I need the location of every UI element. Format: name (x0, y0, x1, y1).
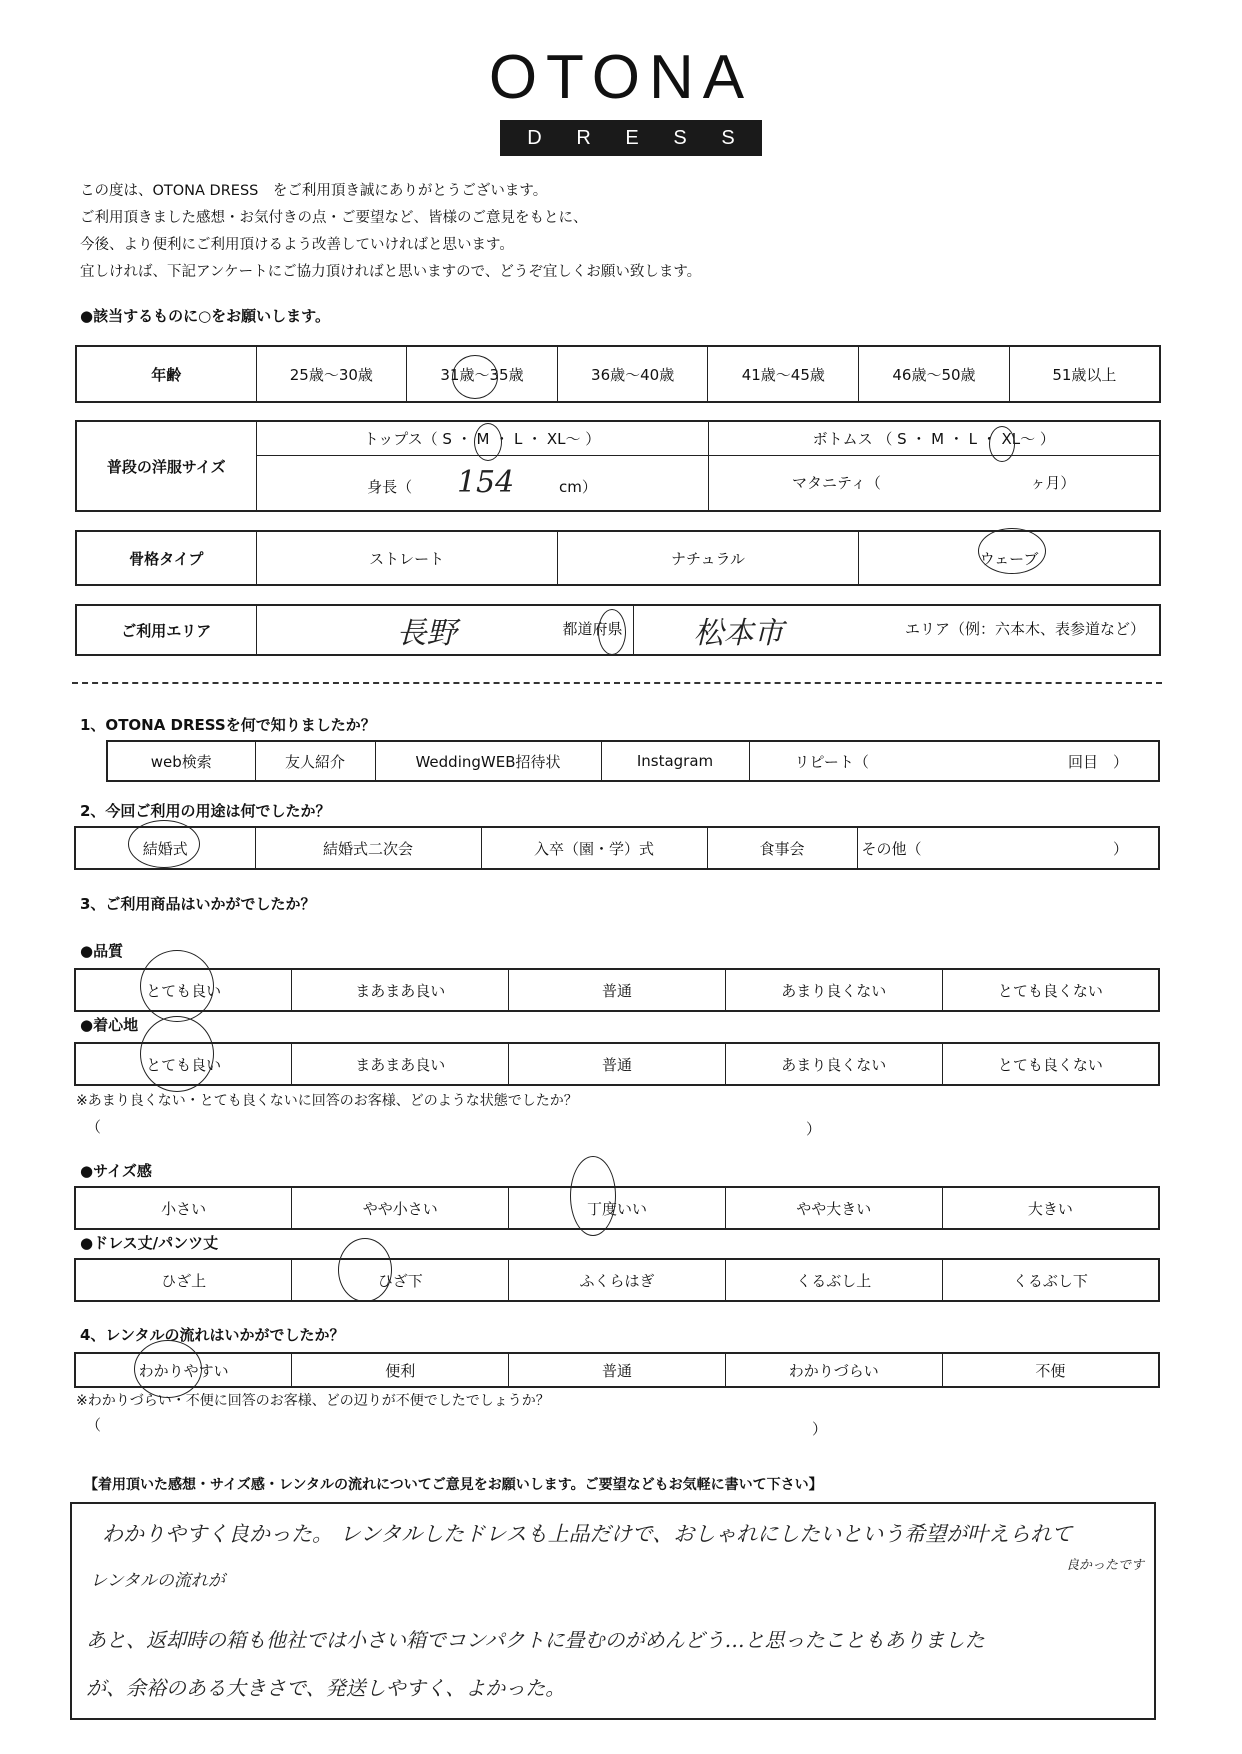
q1-title: 1、OTONA DRESSを何で知りましたか？ (80, 716, 376, 734)
quality-followup-question: ※あまり良くない・とても良くないに回答のお客様、どのような状態でしたか？ (76, 1093, 578, 1109)
q1-table (106, 740, 1160, 782)
tops-size-options[interactable]: トップス（ S ・ M ・ L ・ XL～ ） (256, 421, 708, 455)
prefecture-field[interactable] (256, 605, 633, 655)
quality-table (74, 968, 1160, 1012)
selection-circle (598, 609, 626, 655)
length-option[interactable]: くるぶし上 (725, 1259, 942, 1301)
selection-circle (140, 1016, 214, 1092)
q2-table (74, 826, 1160, 870)
q4-option[interactable]: 便利 (292, 1353, 509, 1387)
intro-line: 宜しければ、下記アンケートにご協力頂ければと思いますので、どうぞ宜しくお願い致します。 (80, 264, 702, 280)
selection-circle (452, 355, 498, 399)
q4-option[interactable]: 不便 (942, 1353, 1159, 1387)
size-label: 普段の洋服サイズ (76, 421, 256, 511)
age-option[interactable]: 51歳以上 (1009, 346, 1160, 402)
size-feel-option-selected[interactable]: 丁度いい (509, 1187, 726, 1229)
q2-title: 2、今回ご利用の用途は何でしたか？ (80, 802, 331, 820)
comment-line: わかりやすく良かった。 レンタルしたドレスも上品だけで、おしゃれにしたいという希望が叶えられて (102, 1522, 1073, 1546)
length-option[interactable]: ひざ上 (75, 1259, 292, 1301)
selection-circle (128, 820, 200, 868)
size-feel-option[interactable]: やや大きい (725, 1187, 942, 1229)
length-label: ●ドレス丈/パンツ丈 (80, 1234, 219, 1252)
logo-letter: D (527, 126, 542, 149)
height-label: 身長（ (367, 478, 413, 497)
height-unit: cm） (558, 478, 597, 497)
q4-option[interactable]: わかりづらい (725, 1353, 942, 1387)
q1-option[interactable]: リピート（ (749, 741, 964, 781)
city-value: 松本市 (693, 616, 784, 651)
length-option[interactable]: くるぶし下 (942, 1259, 1159, 1301)
quality-label: ●品質 (80, 942, 124, 960)
logo-letter: S (673, 126, 687, 149)
prefecture-value: 長野 (396, 616, 457, 651)
comment-line: あと、返却時の箱も他社では小さい箱でコンパクトに畳むのがめんどう…と思ったこともありました (86, 1628, 985, 1652)
q1-option[interactable]: Instagram (601, 741, 749, 781)
selection-circle (989, 426, 1015, 462)
selection-circle (978, 528, 1046, 574)
q2-other-label: その他（ (861, 839, 922, 858)
area-label: ご利用エリア (76, 605, 256, 655)
flow-followup-question: ※わかりづらい・不便に回答のお客様、どの辺りが不便でしたでしょうか？ (76, 1393, 550, 1409)
comfort-option-selected[interactable]: とても良い (75, 1043, 292, 1085)
flow-answer-open: （ (86, 1416, 102, 1434)
q1-option-selected[interactable]: web検索 (107, 741, 255, 781)
body-type-option[interactable]: ナチュラル (557, 531, 858, 585)
logo-title: OTONA (488, 43, 754, 112)
comfort-option[interactable]: あまり良くない (725, 1043, 942, 1085)
body-type-option-selected[interactable]: ウェーブ (859, 531, 1160, 585)
height-field[interactable] (256, 455, 708, 511)
maternity-unit: ヶ月） (1030, 474, 1076, 493)
quality-option[interactable]: 普通 (509, 969, 726, 1011)
bottoms-size-options[interactable]: ボトムス （ S ・ M ・ L ・ XL～ ） (708, 421, 1160, 455)
flow-answer-close: ） (812, 1420, 828, 1438)
intro-line: 今後、より便利にご利用頂けるよう改善していければと思います。 (80, 237, 514, 253)
size-feel-option[interactable]: 大きい (942, 1187, 1159, 1229)
city-field[interactable] (633, 605, 1160, 655)
comfort-label: ●着心地 (80, 1016, 139, 1034)
selection-circle (570, 1156, 616, 1236)
size-feel-label: ●サイズ感 (80, 1162, 152, 1180)
comment-line: が、余裕のある大きさで、発送しやすく、よかった。 (86, 1676, 566, 1700)
quality-option[interactable]: あまり良くない (725, 969, 942, 1011)
q1-option[interactable]: 友人紹介 (255, 741, 375, 781)
length-option-selected[interactable]: ひざ下 (292, 1259, 509, 1301)
age-option[interactable]: 25歳～30歳 (256, 346, 407, 402)
selection-circle (338, 1238, 392, 1302)
quality-option[interactable]: まあまあ良い (292, 969, 509, 1011)
comfort-option[interactable]: 普通 (509, 1043, 726, 1085)
length-option[interactable]: ふくらはぎ (509, 1259, 726, 1301)
logo-letter: E (625, 126, 639, 149)
maternity-label: マタニティ（ (792, 474, 881, 493)
q2-other-field[interactable] (857, 827, 1159, 869)
age-option-selected[interactable]: 31歳～35歳 (407, 346, 558, 402)
size-feel-option[interactable]: やや小さい (292, 1187, 509, 1229)
q1-option[interactable]: WeddingWEB招待状 (375, 741, 601, 781)
size-feel-table (74, 1186, 1160, 1230)
q2-other-close: ） (1112, 839, 1128, 858)
size-feel-option[interactable]: 小さい (75, 1187, 292, 1229)
comfort-option[interactable]: とても良くない (942, 1043, 1159, 1085)
age-option[interactable]: 46歳～50歳 (859, 346, 1010, 402)
area-hint: エリア（例：六本木、表参道など） (904, 620, 1145, 638)
intro-line: この度は、OTONA DRESS をご利用頂き誠にありがとうございます。 (80, 183, 548, 199)
comfort-table (74, 1042, 1160, 1086)
body-type-label: 骨格タイプ (76, 531, 256, 585)
body-type-option[interactable]: ストレート (256, 531, 557, 585)
comfort-option[interactable]: まあまあ良い (292, 1043, 509, 1085)
q4-title: 4、レンタルの流れはいかがでしたか？ (80, 1326, 345, 1344)
age-label: 年齢 (76, 346, 256, 402)
quality-option[interactable]: とても良くない (942, 969, 1159, 1011)
age-table (75, 345, 1161, 403)
quality-option-selected[interactable]: とても良い (75, 969, 292, 1011)
selection-circle (474, 423, 502, 461)
selection-circle (140, 950, 214, 1022)
comment-box[interactable] (70, 1502, 1156, 1720)
section-divider (72, 682, 1162, 684)
age-option[interactable]: 41歳～45歳 (708, 346, 859, 402)
q2-option-selected[interactable]: 結婚式 (75, 827, 255, 869)
q4-table (74, 1352, 1160, 1388)
intro-line: ご利用頂きました感想・お気付きの点・ご要望など、皆様のご意見をもとに、 (80, 210, 588, 226)
comment-line-end: 良かったです (1065, 1558, 1144, 1573)
logo-letter: R (576, 126, 591, 149)
age-option[interactable]: 36歳～40歳 (557, 346, 708, 402)
q2-option[interactable]: 結婚式二次会 (255, 827, 481, 869)
maternity-field[interactable] (708, 455, 1160, 511)
q1-repeat-count[interactable]: 回目 ） (964, 741, 1159, 781)
comment-line: レンタルの流れが (90, 1571, 225, 1591)
logo-letter: S (721, 126, 735, 149)
followup-answer-close: ） (806, 1120, 822, 1138)
q2-option[interactable]: 入卒（園・学）式 (481, 827, 707, 869)
q3-title: 3、ご利用商品はいかがでしたか？ (80, 895, 316, 913)
height-value: 154 (456, 465, 515, 501)
comment-title: 【着用頂いた感想・サイズ感・レンタルの流れについてご意見をお願いします。ご要望などもお気軽に書いて下さい】 (84, 1477, 823, 1493)
intro-text (80, 178, 701, 286)
prefecture-suffix: 都道府県 (562, 620, 623, 638)
q2-option[interactable]: 食事会 (707, 827, 857, 869)
q4-option[interactable]: 普通 (509, 1353, 726, 1387)
length-table (74, 1258, 1160, 1302)
followup-answer-open: （ (86, 1118, 102, 1136)
logo-subtitle-bar (500, 120, 762, 156)
instruction: ●該当するものに○をお願いします。 (80, 307, 330, 325)
q4-option-selected[interactable]: わかりやすい (75, 1353, 292, 1387)
